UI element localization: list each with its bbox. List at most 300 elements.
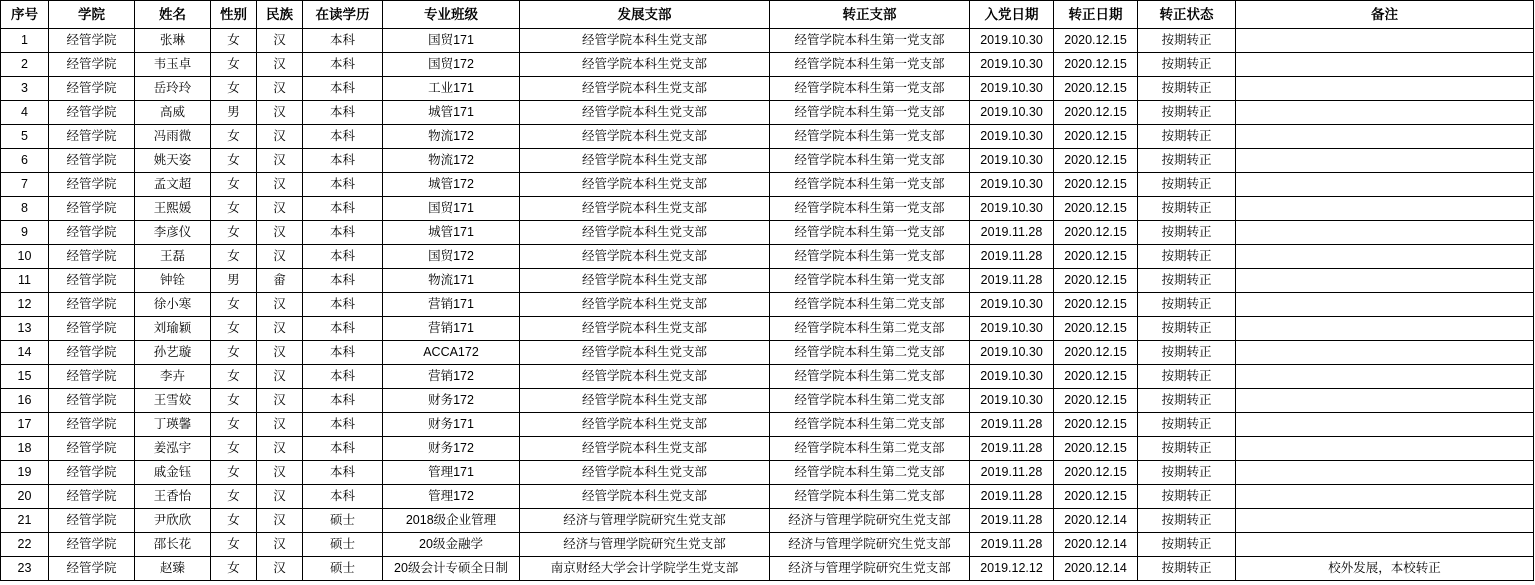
column-header-gender: 性别 (211, 1, 257, 29)
cell-full-date: 2020.12.15 (1054, 269, 1138, 293)
cell-full-branch: 经管学院本科生第二党支部 (770, 461, 970, 485)
cell-name: 孟文超 (135, 173, 211, 197)
column-header-full-date: 转正日期 (1054, 1, 1138, 29)
cell-remark (1236, 365, 1534, 389)
cell-dev-branch: 经管学院本科生党支部 (520, 197, 770, 221)
cell-college: 经管学院 (49, 245, 135, 269)
cell-major-class: 20级金融学 (383, 533, 520, 557)
cell-ethnicity: 汉 (257, 53, 303, 77)
cell-index: 8 (1, 197, 49, 221)
cell-join-date: 2019.10.30 (970, 149, 1054, 173)
cell-remark (1236, 341, 1534, 365)
cell-remark (1236, 149, 1534, 173)
cell-ethnicity: 汉 (257, 413, 303, 437)
cell-education: 本科 (303, 173, 383, 197)
cell-dev-branch: 经管学院本科生党支部 (520, 173, 770, 197)
cell-status: 按期转正 (1138, 101, 1236, 125)
cell-full-branch: 经管学院本科生第一党支部 (770, 125, 970, 149)
table-row (1, 173, 1534, 197)
cell-major-class: 管理172 (383, 485, 520, 509)
cell-dev-branch: 经管学院本科生党支部 (520, 293, 770, 317)
cell-status: 按期转正 (1138, 173, 1236, 197)
table-row (1, 293, 1534, 317)
cell-full-date: 2020.12.15 (1054, 293, 1138, 317)
cell-major-class: 2018级企业管理 (383, 509, 520, 533)
cell-college: 经管学院 (49, 437, 135, 461)
cell-full-branch: 经管学院本科生第二党支部 (770, 437, 970, 461)
cell-name: 高威 (135, 101, 211, 125)
cell-status: 按期转正 (1138, 365, 1236, 389)
cell-ethnicity: 汉 (257, 221, 303, 245)
cell-remark (1236, 461, 1534, 485)
cell-gender: 女 (211, 293, 257, 317)
cell-full-date: 2020.12.15 (1054, 365, 1138, 389)
table-row (1, 485, 1534, 509)
cell-full-date: 2020.12.15 (1054, 317, 1138, 341)
cell-major-class: 国贸172 (383, 53, 520, 77)
cell-major-class: 国贸171 (383, 29, 520, 53)
cell-major-class: 20级会计专硕全日制 (383, 557, 520, 581)
cell-college: 经管学院 (49, 365, 135, 389)
cell-ethnicity: 汉 (257, 437, 303, 461)
cell-ethnicity: 汉 (257, 485, 303, 509)
cell-college: 经管学院 (49, 485, 135, 509)
cell-college: 经管学院 (49, 533, 135, 557)
table-row (1, 533, 1534, 557)
cell-full-date: 2020.12.15 (1054, 29, 1138, 53)
cell-name: 王雪姣 (135, 389, 211, 413)
cell-join-date: 2019.11.28 (970, 461, 1054, 485)
cell-index: 6 (1, 149, 49, 173)
cell-dev-branch: 经管学院本科生党支部 (520, 413, 770, 437)
cell-index: 12 (1, 293, 49, 317)
cell-full-branch: 经管学院本科生第二党支部 (770, 389, 970, 413)
cell-college: 经管学院 (49, 53, 135, 77)
cell-remark (1236, 101, 1534, 125)
cell-status: 按期转正 (1138, 341, 1236, 365)
cell-join-date: 2019.11.28 (970, 437, 1054, 461)
cell-full-branch: 经管学院本科生第一党支部 (770, 149, 970, 173)
cell-college: 经管学院 (49, 317, 135, 341)
cell-gender: 女 (211, 341, 257, 365)
cell-join-date: 2019.10.30 (970, 389, 1054, 413)
cell-full-date: 2020.12.15 (1054, 485, 1138, 509)
column-header-remark: 备注 (1236, 1, 1534, 29)
cell-remark (1236, 533, 1534, 557)
column-header-education: 在读学历 (303, 1, 383, 29)
cell-full-date: 2020.12.14 (1054, 557, 1138, 581)
cell-gender: 女 (211, 125, 257, 149)
cell-education: 本科 (303, 245, 383, 269)
cell-education: 本科 (303, 461, 383, 485)
cell-major-class: 国贸171 (383, 197, 520, 221)
cell-name: 刘瑜颖 (135, 317, 211, 341)
cell-gender: 女 (211, 365, 257, 389)
cell-college: 经管学院 (49, 125, 135, 149)
table-row (1, 437, 1534, 461)
cell-education: 本科 (303, 341, 383, 365)
cell-gender: 女 (211, 173, 257, 197)
cell-education: 本科 (303, 197, 383, 221)
table-row (1, 461, 1534, 485)
cell-join-date: 2019.11.28 (970, 221, 1054, 245)
cell-name: 李卉 (135, 365, 211, 389)
cell-full-date: 2020.12.15 (1054, 77, 1138, 101)
cell-ethnicity: 汉 (257, 173, 303, 197)
cell-full-date: 2020.12.15 (1054, 149, 1138, 173)
cell-education: 本科 (303, 125, 383, 149)
cell-full-date: 2020.12.14 (1054, 533, 1138, 557)
cell-major-class: 城管172 (383, 173, 520, 197)
cell-full-date: 2020.12.15 (1054, 437, 1138, 461)
cell-index: 23 (1, 557, 49, 581)
cell-name: 冯雨微 (135, 125, 211, 149)
cell-status: 按期转正 (1138, 245, 1236, 269)
cell-ethnicity: 汉 (257, 509, 303, 533)
cell-gender: 女 (211, 413, 257, 437)
cell-remark (1236, 269, 1534, 293)
cell-ethnicity: 汉 (257, 125, 303, 149)
table-row (1, 245, 1534, 269)
cell-full-date: 2020.12.14 (1054, 509, 1138, 533)
cell-join-date: 2019.11.28 (970, 509, 1054, 533)
column-header-status: 转正状态 (1138, 1, 1236, 29)
cell-status: 按期转正 (1138, 557, 1236, 581)
cell-name: 赵臻 (135, 557, 211, 581)
cell-major-class: 国贸172 (383, 245, 520, 269)
cell-college: 经管学院 (49, 77, 135, 101)
cell-full-branch: 经管学院本科生第二党支部 (770, 485, 970, 509)
cell-ethnicity: 汉 (257, 317, 303, 341)
cell-remark: 校外发展，本校转正 (1236, 557, 1534, 581)
cell-gender: 女 (211, 77, 257, 101)
cell-full-date: 2020.12.15 (1054, 461, 1138, 485)
cell-index: 16 (1, 389, 49, 413)
cell-gender: 女 (211, 533, 257, 557)
cell-gender: 女 (211, 485, 257, 509)
table-row (1, 317, 1534, 341)
cell-name: 岳玲玲 (135, 77, 211, 101)
cell-name: 钟铨 (135, 269, 211, 293)
cell-dev-branch: 经管学院本科生党支部 (520, 53, 770, 77)
cell-remark (1236, 53, 1534, 77)
cell-education: 本科 (303, 77, 383, 101)
cell-remark (1236, 317, 1534, 341)
cell-dev-branch: 经管学院本科生党支部 (520, 437, 770, 461)
cell-dev-branch: 经管学院本科生党支部 (520, 29, 770, 53)
cell-major-class: 物流171 (383, 269, 520, 293)
cell-education: 本科 (303, 317, 383, 341)
table-row (1, 77, 1534, 101)
cell-index: 17 (1, 413, 49, 437)
cell-full-branch: 经济与管理学院研究生党支部 (770, 509, 970, 533)
cell-full-branch: 经管学院本科生第一党支部 (770, 77, 970, 101)
cell-status: 按期转正 (1138, 509, 1236, 533)
column-header-name: 姓名 (135, 1, 211, 29)
cell-status: 按期转正 (1138, 29, 1236, 53)
cell-full-branch: 经管学院本科生第二党支部 (770, 293, 970, 317)
cell-remark (1236, 29, 1534, 53)
cell-full-date: 2020.12.15 (1054, 53, 1138, 77)
cell-index: 7 (1, 173, 49, 197)
cell-full-date: 2020.12.15 (1054, 245, 1138, 269)
cell-major-class: 管理171 (383, 461, 520, 485)
cell-index: 15 (1, 365, 49, 389)
column-header-ethnicity: 民族 (257, 1, 303, 29)
column-header-college: 学院 (49, 1, 135, 29)
cell-index: 14 (1, 341, 49, 365)
cell-college: 经管学院 (49, 341, 135, 365)
cell-college: 经管学院 (49, 389, 135, 413)
cell-college: 经管学院 (49, 149, 135, 173)
cell-full-branch: 经管学院本科生第一党支部 (770, 197, 970, 221)
cell-index: 11 (1, 269, 49, 293)
cell-college: 经管学院 (49, 197, 135, 221)
cell-dev-branch: 经管学院本科生党支部 (520, 389, 770, 413)
cell-education: 硕士 (303, 533, 383, 557)
cell-gender: 女 (211, 245, 257, 269)
cell-dev-branch: 南京财经大学会计学院学生党支部 (520, 557, 770, 581)
cell-college: 经管学院 (49, 413, 135, 437)
table-row (1, 197, 1534, 221)
cell-gender: 女 (211, 149, 257, 173)
cell-college: 经管学院 (49, 269, 135, 293)
cell-major-class: 城管171 (383, 221, 520, 245)
column-header-major-class: 专业班级 (383, 1, 520, 29)
cell-remark (1236, 245, 1534, 269)
cell-ethnicity: 汉 (257, 533, 303, 557)
cell-education: 本科 (303, 293, 383, 317)
cell-join-date: 2019.11.28 (970, 269, 1054, 293)
cell-dev-branch: 经管学院本科生党支部 (520, 149, 770, 173)
cell-index: 10 (1, 245, 49, 269)
cell-dev-branch: 经济与管理学院研究生党支部 (520, 509, 770, 533)
cell-status: 按期转正 (1138, 533, 1236, 557)
column-header-full-branch: 转正支部 (770, 1, 970, 29)
cell-major-class: 营销172 (383, 365, 520, 389)
cell-full-branch: 经管学院本科生第一党支部 (770, 221, 970, 245)
cell-dev-branch: 经管学院本科生党支部 (520, 365, 770, 389)
cell-remark (1236, 389, 1534, 413)
cell-education: 硕士 (303, 557, 383, 581)
column-header-dev-branch: 发展支部 (520, 1, 770, 29)
cell-index: 22 (1, 533, 49, 557)
cell-index: 20 (1, 485, 49, 509)
table-row (1, 221, 1534, 245)
column-header-join-date: 入党日期 (970, 1, 1054, 29)
cell-major-class: 工业171 (383, 77, 520, 101)
cell-name: 尹欣欣 (135, 509, 211, 533)
cell-status: 按期转正 (1138, 317, 1236, 341)
cell-remark (1236, 173, 1534, 197)
cell-dev-branch: 经管学院本科生党支部 (520, 485, 770, 509)
cell-education: 本科 (303, 101, 383, 125)
cell-name: 王香怡 (135, 485, 211, 509)
cell-join-date: 2019.10.30 (970, 173, 1054, 197)
cell-education: 本科 (303, 149, 383, 173)
cell-name: 王熙媛 (135, 197, 211, 221)
cell-index: 21 (1, 509, 49, 533)
cell-gender: 女 (211, 53, 257, 77)
cell-college: 经管学院 (49, 557, 135, 581)
cell-full-date: 2020.12.15 (1054, 101, 1138, 125)
cell-ethnicity: 汉 (257, 365, 303, 389)
cell-remark (1236, 437, 1534, 461)
cell-name: 韦玉卓 (135, 53, 211, 77)
cell-major-class: 物流172 (383, 125, 520, 149)
cell-status: 按期转正 (1138, 125, 1236, 149)
table-row (1, 413, 1534, 437)
cell-education: 本科 (303, 29, 383, 53)
cell-full-date: 2020.12.15 (1054, 125, 1138, 149)
cell-full-branch: 经管学院本科生第二党支部 (770, 365, 970, 389)
cell-gender: 男 (211, 269, 257, 293)
cell-full-date: 2020.12.15 (1054, 197, 1138, 221)
table-row (1, 269, 1534, 293)
table-row (1, 53, 1534, 77)
cell-major-class: ACCA172 (383, 341, 520, 365)
cell-status: 按期转正 (1138, 149, 1236, 173)
cell-major-class: 财务172 (383, 389, 520, 413)
cell-ethnicity: 汉 (257, 389, 303, 413)
cell-gender: 女 (211, 461, 257, 485)
cell-join-date: 2019.10.30 (970, 317, 1054, 341)
cell-college: 经管学院 (49, 509, 135, 533)
cell-index: 3 (1, 77, 49, 101)
column-header-index: 序号 (1, 1, 49, 29)
cell-status: 按期转正 (1138, 461, 1236, 485)
table-row (1, 149, 1534, 173)
cell-ethnicity: 汉 (257, 101, 303, 125)
cell-gender: 女 (211, 221, 257, 245)
cell-dev-branch: 经管学院本科生党支部 (520, 221, 770, 245)
cell-ethnicity: 汉 (257, 29, 303, 53)
cell-join-date: 2019.10.30 (970, 77, 1054, 101)
cell-full-branch: 经管学院本科生第一党支部 (770, 245, 970, 269)
cell-education: 本科 (303, 389, 383, 413)
cell-remark (1236, 509, 1534, 533)
cell-join-date: 2019.10.30 (970, 125, 1054, 149)
cell-status: 按期转正 (1138, 197, 1236, 221)
cell-major-class: 财务172 (383, 437, 520, 461)
cell-name: 姚天姿 (135, 149, 211, 173)
cell-name: 丁瑛馨 (135, 413, 211, 437)
cell-index: 19 (1, 461, 49, 485)
cell-education: 本科 (303, 365, 383, 389)
cell-index: 4 (1, 101, 49, 125)
cell-join-date: 2019.12.12 (970, 557, 1054, 581)
cell-remark (1236, 77, 1534, 101)
cell-education: 本科 (303, 269, 383, 293)
cell-join-date: 2019.10.30 (970, 101, 1054, 125)
cell-remark (1236, 413, 1534, 437)
cell-full-branch: 经管学院本科生第一党支部 (770, 269, 970, 293)
cell-status: 按期转正 (1138, 437, 1236, 461)
cell-status: 按期转正 (1138, 293, 1236, 317)
cell-college: 经管学院 (49, 101, 135, 125)
cell-college: 经管学院 (49, 221, 135, 245)
cell-education: 本科 (303, 437, 383, 461)
cell-full-date: 2020.12.15 (1054, 389, 1138, 413)
cell-full-branch: 经管学院本科生第一党支部 (770, 101, 970, 125)
cell-full-date: 2020.12.15 (1054, 221, 1138, 245)
cell-education: 本科 (303, 413, 383, 437)
table-row (1, 389, 1534, 413)
cell-index: 2 (1, 53, 49, 77)
cell-full-branch: 经济与管理学院研究生党支部 (770, 533, 970, 557)
cell-index: 13 (1, 317, 49, 341)
cell-name: 孙艺璇 (135, 341, 211, 365)
cell-gender: 女 (211, 29, 257, 53)
cell-gender: 女 (211, 509, 257, 533)
table-row (1, 101, 1534, 125)
cell-join-date: 2019.10.30 (970, 293, 1054, 317)
cell-dev-branch: 经管学院本科生党支部 (520, 77, 770, 101)
table-row (1, 29, 1534, 53)
cell-status: 按期转正 (1138, 485, 1236, 509)
cell-gender: 女 (211, 317, 257, 341)
cell-gender: 女 (211, 437, 257, 461)
cell-dev-branch: 经管学院本科生党支部 (520, 317, 770, 341)
cell-major-class: 城管171 (383, 101, 520, 125)
cell-join-date: 2019.10.30 (970, 53, 1054, 77)
cell-status: 按期转正 (1138, 221, 1236, 245)
cell-full-date: 2020.12.15 (1054, 173, 1138, 197)
cell-college: 经管学院 (49, 29, 135, 53)
cell-education: 本科 (303, 53, 383, 77)
cell-name: 姜泓宇 (135, 437, 211, 461)
cell-ethnicity: 汉 (257, 461, 303, 485)
table-row (1, 557, 1534, 581)
cell-dev-branch: 经管学院本科生党支部 (520, 461, 770, 485)
cell-ethnicity: 汉 (257, 341, 303, 365)
cell-ethnicity: 汉 (257, 197, 303, 221)
cell-dev-branch: 经管学院本科生党支部 (520, 245, 770, 269)
cell-remark (1236, 293, 1534, 317)
cell-name: 王磊 (135, 245, 211, 269)
cell-major-class: 物流172 (383, 149, 520, 173)
cell-status: 按期转正 (1138, 389, 1236, 413)
cell-major-class: 财务171 (383, 413, 520, 437)
cell-full-branch: 经管学院本科生第一党支部 (770, 53, 970, 77)
cell-status: 按期转正 (1138, 77, 1236, 101)
cell-index: 5 (1, 125, 49, 149)
cell-name: 戚金钰 (135, 461, 211, 485)
cell-full-branch: 经管学院本科生第二党支部 (770, 317, 970, 341)
cell-dev-branch: 经管学院本科生党支部 (520, 269, 770, 293)
cell-full-branch: 经管学院本科生第二党支部 (770, 413, 970, 437)
cell-ethnicity: 汉 (257, 557, 303, 581)
cell-status: 按期转正 (1138, 269, 1236, 293)
cell-status: 按期转正 (1138, 53, 1236, 77)
cell-index: 18 (1, 437, 49, 461)
cell-gender: 女 (211, 557, 257, 581)
cell-join-date: 2019.11.28 (970, 485, 1054, 509)
cell-remark (1236, 221, 1534, 245)
cell-join-date: 2019.11.28 (970, 245, 1054, 269)
cell-ethnicity: 汉 (257, 293, 303, 317)
cell-dev-branch: 经济与管理学院研究生党支部 (520, 533, 770, 557)
table-row (1, 341, 1534, 365)
cell-name: 徐小寒 (135, 293, 211, 317)
cell-name: 李彦仪 (135, 221, 211, 245)
cell-education: 本科 (303, 485, 383, 509)
cell-ethnicity: 汉 (257, 149, 303, 173)
table-header-row (1, 1, 1534, 29)
table-row (1, 125, 1534, 149)
cell-college: 经管学院 (49, 461, 135, 485)
cell-full-branch: 经管学院本科生第一党支部 (770, 173, 970, 197)
